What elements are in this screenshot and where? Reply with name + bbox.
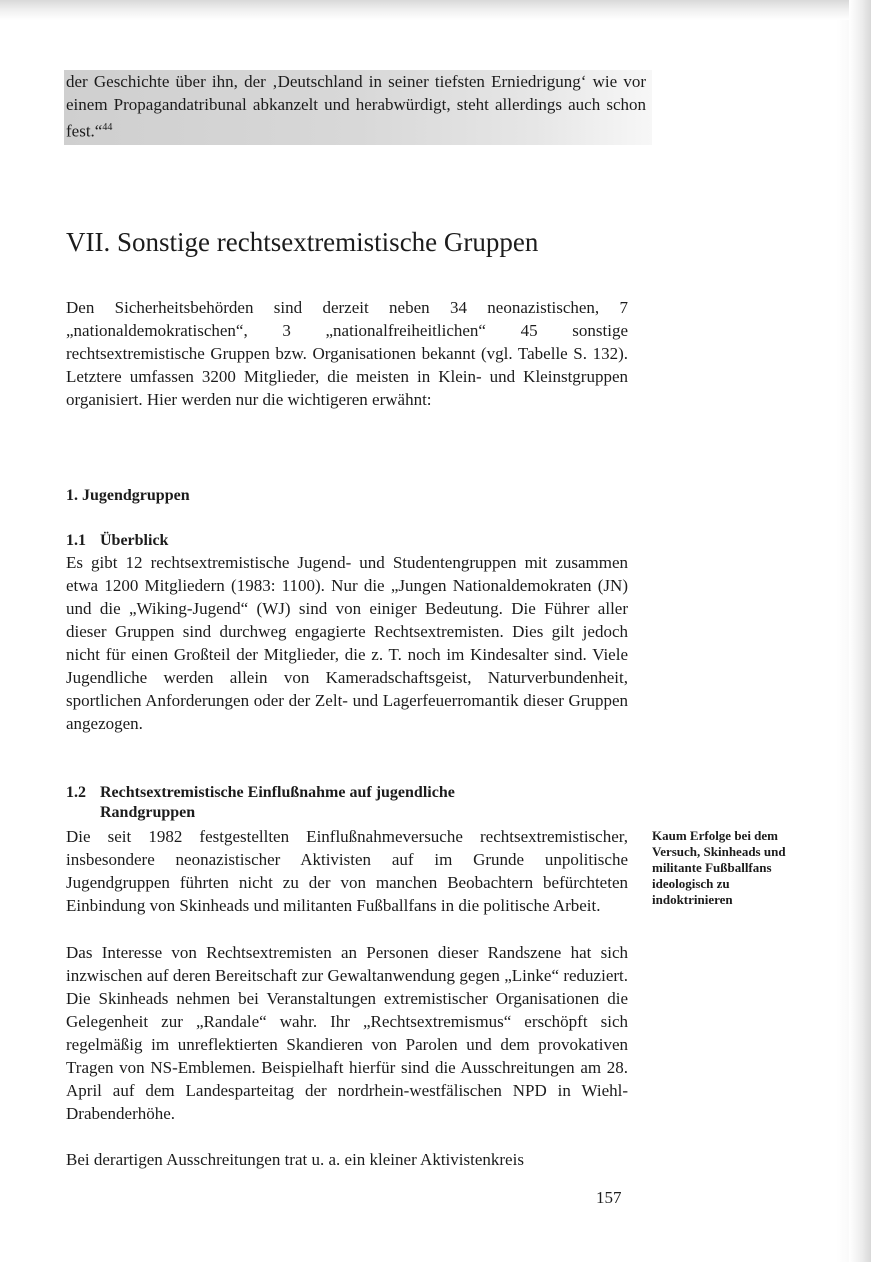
scan-edge-right [849, 0, 871, 1262]
subsection-heading-1-2 [66, 783, 586, 823]
subsection-number: 1.1 [66, 532, 86, 549]
subsection-title: Überblick [100, 532, 169, 549]
intro-paragraph [64, 70, 652, 145]
margin-note: Kaum Erfolge bei dem Versuch, Skinheads und militante Fußballfans ideologisch zu indoktrinieren [652, 828, 786, 907]
subsection-1-2-paragraph-2: Das Interesse von Rechtsextremisten an Personen dieser Randszene hat sich inzwischen auf deren Bereitschaft zur Gewaltanwendung gegen „Linke“ reduziert. Die Skinheads nehmen bei Veranstaltungen extremistischer Organisationen die Gelegenheit zur „Randale“ wahr. Ihr „Rechtsextremismus“ erschöpft sich regelmäßig im unreflektierten Skandieren von Parolen und dem provokativen Tragen von NS-Emblemen. Beispielhaft hierfür sind die Ausschreitungen am 28. April auf dem Landesparteitag der nordrhein-westfälischen NPD in Wiehl-Drabenderhöhe. [66, 943, 628, 1123]
subsection-heading-1-1 [66, 531, 168, 551]
scan-edge-top [0, 0, 871, 20]
intro-text: der Geschichte über ihn, der ‚Deutschland in seiner tiefsten Erniedrigung‘ wie vor einem Propagandatribunal abkanzelt und herabwürdigt, steht allerdings auch schon fest.“ [66, 72, 646, 141]
footnote-marker: 44 [102, 122, 113, 133]
subsection-1-2-paragraph-1: Die seit 1982 festgestellten Einflußnahmeversuche rechtsextremistischer, insbesondere neonazistischer Aktivisten auf im Grunde unpolitische Jugendgruppen führten nicht zu der von manchen Beobachtern befürchteten Einbindung von Skinheads und militanten Fußballfans in die politische Arbeit. [66, 827, 628, 915]
section-heading: 1. Jugendgruppen [66, 487, 190, 504]
subsection-title-line2: Randgruppen [100, 804, 196, 821]
page-number: 157 [596, 1188, 622, 1207]
chapter-title: VII. Sonstige rechtsextremistische Gruppen [66, 227, 539, 257]
subsection-1-2-paragraph-3: Bei derartigen Ausschreitungen trat u. a. ein kleiner Aktivistenkreis [66, 1150, 524, 1169]
subsection-1-1-paragraph: Es gibt 12 rechtsextremistische Jugend- und Studentengruppen mit zusammen etwa 1200 Mitgliedern (1983: 1100). Nur die „Jungen Nationaldemokraten (JN) und die „Wiking-Jugend“ (WJ) sind von einiger Bedeutung. Die Führer aller dieser Gruppen sind durchweg engagierte Rechtsextremisten. Dies gilt jedoch nicht für einen Großteil der Mitglieder, die z. T. noch im Kindesalter sind. Viele Jugendliche werden allein von Kameradschaftsgeist, Naturverbundenheit, sportlichen Anforderungen oder der Zelt- und Lagerfeuerromantik dieser Gruppen angezogen. [66, 553, 628, 733]
chapter-intro-paragraph: Den Sicherheitsbehörden sind derzeit neben 34 neonazistischen, 7 „nationaldemokratischen“, 3 „nationalfreiheitlichen“ 45 sonstige rechtsextremistische Gruppen bzw. Organisationen bekannt (vgl. Tabelle S. 132). Letztere umfassen 3200 Mitglieder, die meisten in Klein- und Kleinstgruppen organisiert. Hier werden nur die wichtigeren erwähnt: [66, 298, 628, 409]
subsection-number: 1.2 [66, 784, 86, 801]
subsection-title-line1: Rechtsextremistische Einflußnahme auf jugendliche [100, 784, 455, 801]
